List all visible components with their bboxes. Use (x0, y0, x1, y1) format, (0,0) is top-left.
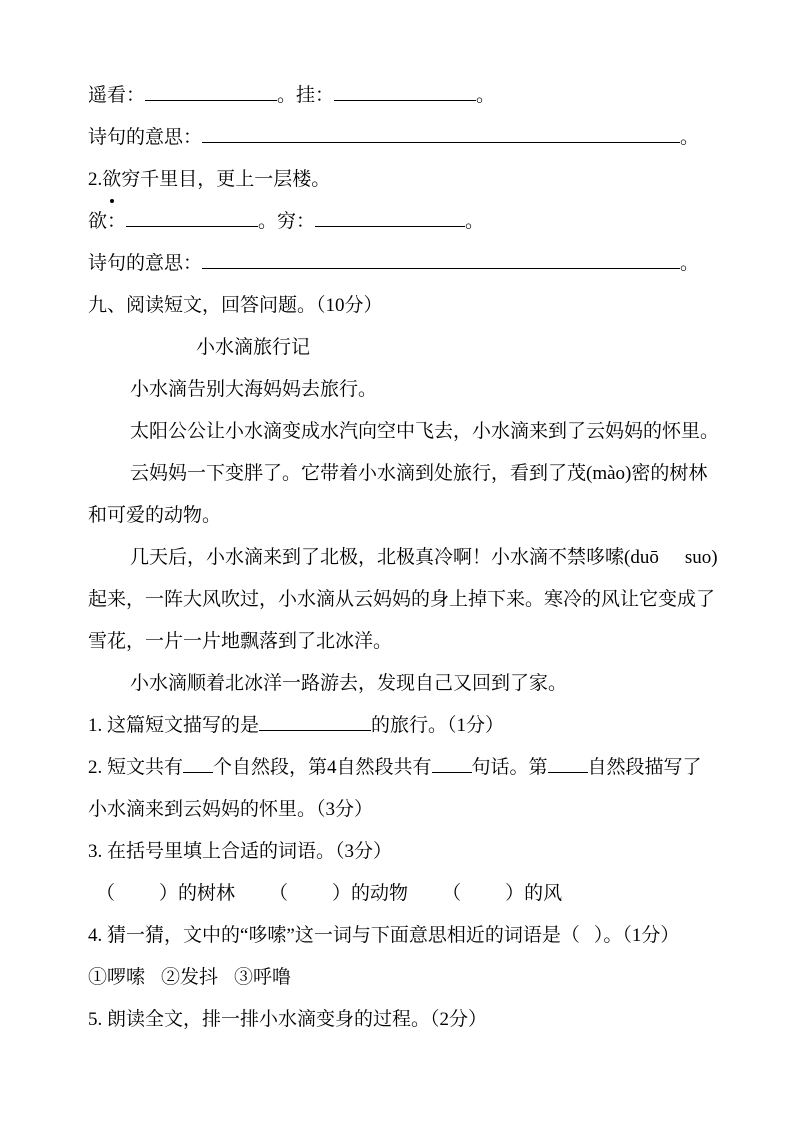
spacer (288, 898, 332, 899)
text-run: 穷千里目，更上一层楼。 (121, 169, 331, 190)
text-run: 1. 这篇短文描写的是 (88, 715, 260, 736)
spacer (218, 982, 234, 983)
text-run: suo) (684, 547, 718, 568)
text-run: 小水滴旅行记 (196, 337, 311, 358)
text-run: 欲： (88, 211, 127, 232)
passage-line-3 (88, 453, 733, 495)
text-run: 3. 在括号里填上合适的词语。（3分） (88, 841, 393, 862)
passage-line-1 (88, 369, 733, 411)
text-run: 2. 短文共有 (88, 757, 184, 778)
passage-title (88, 327, 733, 369)
text-run: 4. 猜一猜，文中的“哆嗦”这一词与下面意思相近的词语是（ (88, 925, 580, 946)
spacer (115, 898, 159, 899)
text-run: ）的风 (505, 883, 563, 904)
text-run: 句话。第 (471, 757, 548, 778)
text-run: ）的树林 (159, 883, 236, 904)
section-heading-nine (88, 285, 733, 327)
line-poem-quote (88, 159, 733, 201)
text-run: 起来，一阵大风吹过，小水滴从云妈妈的身上掉下来。寒冷的风让它变成了 (88, 589, 716, 610)
spacer (659, 562, 685, 563)
text-run: 和可爱的动物。 (88, 505, 222, 526)
question-1 (88, 705, 733, 747)
spacer (580, 940, 594, 941)
text-run: 的旅行。（1分） (371, 715, 505, 736)
passage-line-7 (88, 621, 733, 663)
passage-line-4 (88, 495, 733, 537)
line-def-yaokan-gua (88, 75, 733, 117)
text-run: 雪花，一片一片地飘落到了北冰洋。 (88, 631, 393, 652)
text-run: 诗句的意思： (88, 127, 203, 148)
text-run: 5. 朗读全文，排一排小水滴变身的过程。（2分） (88, 1009, 488, 1030)
question-5 (88, 999, 733, 1041)
text-run: 。穷： (258, 211, 316, 232)
fill-in-blank (259, 730, 371, 731)
text-run: 。 (476, 85, 496, 106)
fill-in-blank (202, 142, 680, 143)
text-run: 遥看： (88, 85, 146, 106)
text-run: （ (442, 883, 462, 904)
emphasized-text: 欲 (102, 159, 121, 201)
fill-in-blank (334, 100, 476, 101)
text-run: 诗句的意思： (88, 253, 203, 274)
fill-in-blank (548, 772, 588, 773)
question-2 (88, 747, 733, 789)
line-meaning-blank-2 (88, 243, 733, 285)
spacer (235, 898, 269, 899)
line-meaning-blank-1 (88, 117, 733, 159)
question-4-options (88, 957, 733, 999)
text-run: 。挂： (277, 85, 335, 106)
text-run: ②发抖 (161, 967, 219, 988)
question-3 (88, 831, 733, 873)
fill-in-blank (183, 772, 213, 773)
line-def-yu-qiong (88, 201, 733, 243)
text-run: 云妈妈一下变胖了。它带着小水滴到处旅行，看到了茂(mào)密的树林 (130, 463, 708, 484)
fill-in-blank (145, 100, 277, 101)
text-run: 几天后，小水滴来到了北极，北极真冷啊！小水滴不禁哆嗦(duō (130, 547, 659, 568)
text-run: 。 (465, 211, 485, 232)
text-run: 。 (680, 127, 700, 148)
text-run: 小水滴告别大海妈妈去旅行。 (130, 379, 378, 400)
text-run: 个自然段，第4自然段共有 (213, 757, 432, 778)
passage-line-2 (88, 411, 733, 453)
text-run: 自然段描写了 (587, 757, 702, 778)
text-run: ③呼噜 (234, 967, 292, 988)
text-run: 九、阅读短文，回答问题。（10分） (88, 295, 383, 316)
text-run: ）。（1分） (593, 925, 680, 946)
text-run: 小水滴来到云妈妈的怀里。（3分） (88, 799, 374, 820)
text-run: （ (269, 883, 289, 904)
text-run: 2. (88, 169, 103, 190)
text-run: ）的动物 (332, 883, 409, 904)
passage-line-5 (88, 537, 733, 579)
spacer (408, 898, 442, 899)
text-run: ①啰嗦 (88, 967, 146, 988)
text-run: 太阳公公让小水滴变成水汽向空中飞去，小水滴来到了云妈妈的怀里。 (130, 421, 720, 442)
spacer (145, 982, 161, 983)
passage-line-6 (88, 579, 733, 621)
fill-in-blank (126, 226, 258, 227)
question-4 (88, 915, 733, 957)
question-2-continued (88, 789, 733, 831)
fill-in-blank (432, 772, 472, 773)
text-run: 小水滴顺着北冰洋一路游去，发现自己又回到了家。 (130, 673, 568, 694)
text-run: （ (96, 883, 116, 904)
passage-line-8 (88, 663, 733, 705)
text-run: 。 (680, 253, 700, 274)
spacer (461, 898, 505, 899)
question-3-answer-line (88, 873, 733, 915)
document-body (88, 75, 733, 1041)
fill-in-blank (315, 226, 465, 227)
fill-in-blank (202, 268, 680, 269)
